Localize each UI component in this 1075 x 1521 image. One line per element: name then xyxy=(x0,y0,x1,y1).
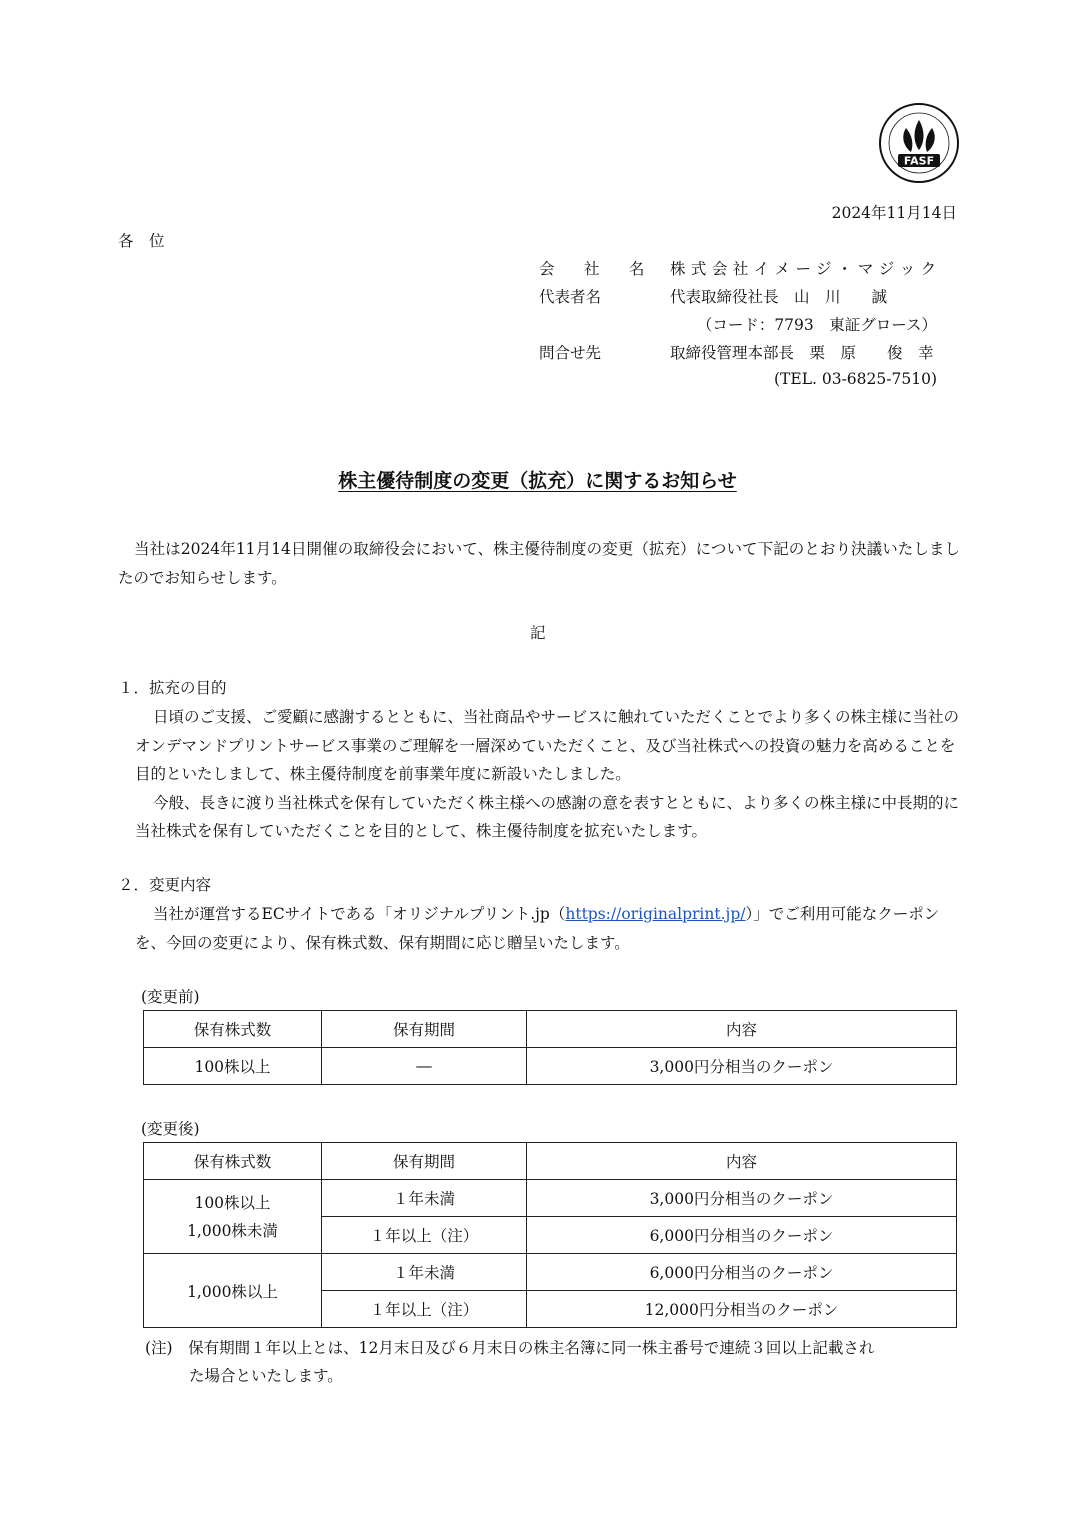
cell-period: １年以上（注） xyxy=(322,1291,527,1328)
cell-content: 6,000円分相当のクーポン xyxy=(527,1254,957,1291)
recipient: 各 位 xyxy=(118,232,165,250)
section2-text-after: ）」でご利用可能なクーポンを、今回の変更により、保有株式数、保有期間に応じ贈呈いたします。 xyxy=(135,905,940,952)
company-name: 株式会社イメージ・マジック xyxy=(670,260,942,278)
section1-heading: １．拡充の目的 xyxy=(118,679,227,697)
table-row xyxy=(144,1180,957,1217)
cell-period: １年未満 xyxy=(322,1180,527,1217)
stock-code: （コード：7793 東証グロース） xyxy=(696,316,937,334)
cell-content: 3,000円分相当のクーポン xyxy=(527,1180,957,1217)
cell-shares-group1 xyxy=(144,1180,322,1254)
section1-paragraph-2: 今般、長きに渡り当社株式を保有していただく株主様への感謝の意を表すとともに、より多くの株主様に中長期的に当社株式を保有していただくことを目的として、株主優待制度を拡充いたします。 xyxy=(135,793,960,840)
document-date: 2024年11月14日 xyxy=(831,204,957,222)
header-period: 保有期間 xyxy=(322,1011,527,1048)
header-shares: 保有株式数 xyxy=(144,1011,322,1048)
cell-content: 3,000円分相当のクーポン xyxy=(527,1048,957,1085)
contact-person: 取締役管理本部長 栗 原 俊 幸 xyxy=(670,344,934,362)
logo-text: FASF xyxy=(903,154,935,168)
table-row xyxy=(144,1048,957,1085)
header-period: 保有期間 xyxy=(322,1143,527,1180)
ki-marker: 記 xyxy=(530,624,546,642)
cell-shares-group2: 1,000株以上 xyxy=(144,1254,322,1328)
representative: 代表取締役社長 山 川 誠 xyxy=(670,288,888,306)
footnote-line2: た場合といたします。 xyxy=(189,1367,343,1385)
page-title: 株主優待制度の変更（拡充）に関するお知らせ xyxy=(338,470,737,492)
intro-paragraph: 当社は2024年11月14日開催の取締役会において、株主優待制度の変更（拡充）について下記のとおり決議いたしましたのでお知らせします。 xyxy=(118,540,960,587)
cell-period: ― xyxy=(322,1048,527,1085)
rep-label: 代表者名 xyxy=(539,288,602,306)
after-table-label: (変更後) xyxy=(141,1120,200,1138)
cell-shares: 100株以上 xyxy=(144,1048,322,1085)
originalprint-link[interactable]: https://originalprint.jp/ xyxy=(565,905,746,923)
footnote xyxy=(145,1334,957,1390)
header-shares: 保有株式数 xyxy=(144,1143,322,1180)
cell-period: １年以上（注） xyxy=(322,1217,527,1254)
table-header-row xyxy=(144,1143,957,1180)
header-content: 内容 xyxy=(527,1011,957,1048)
section2-heading: ２．変更内容 xyxy=(118,876,212,894)
before-table xyxy=(143,1010,957,1085)
section2-paragraph xyxy=(135,900,960,957)
contact-tel: (TEL. 03-6825-7510) xyxy=(774,370,937,388)
footnote-line1: (注) 保有期間１年以上とは、12月末日及び６月末日の株主名簿に同一株主番号で連続３回以上記載され xyxy=(145,1339,875,1357)
shares-line2: 1,000株未満 xyxy=(187,1221,278,1240)
after-table xyxy=(143,1142,957,1328)
section1-body xyxy=(135,703,960,846)
cell-content: 6,000円分相当のクーポン xyxy=(527,1217,957,1254)
cell-period: １年未満 xyxy=(322,1254,527,1291)
section2-text-before: 当社が運営するECサイトである「オリジナルプリント.jp（ xyxy=(153,905,566,923)
shares-line1: 100株以上 xyxy=(194,1193,271,1212)
before-table-label: (変更前) xyxy=(141,988,200,1006)
company-label: 会 社 名 xyxy=(539,260,652,278)
section2-body xyxy=(135,900,960,957)
header-content: 内容 xyxy=(527,1143,957,1180)
cell-content: 12,000円分相当のクーポン xyxy=(527,1291,957,1328)
section1-paragraph-1: 日頃のご支援、ご愛顧に感謝するとともに、当社商品やサービスに触れていただくことでより多くの株主様に当社のオンデマンドプリントサービス事業のご理解を一層深めていただくこと、及び当社株式への投資の魅力を高めることを目的といたしまして、株主優待制度を前事業年度に新設いたしました。 xyxy=(135,708,960,783)
contact-label: 問合せ先 xyxy=(539,344,602,362)
table-header-row xyxy=(144,1011,957,1048)
fasf-logo xyxy=(878,102,960,184)
table-row xyxy=(144,1254,957,1291)
